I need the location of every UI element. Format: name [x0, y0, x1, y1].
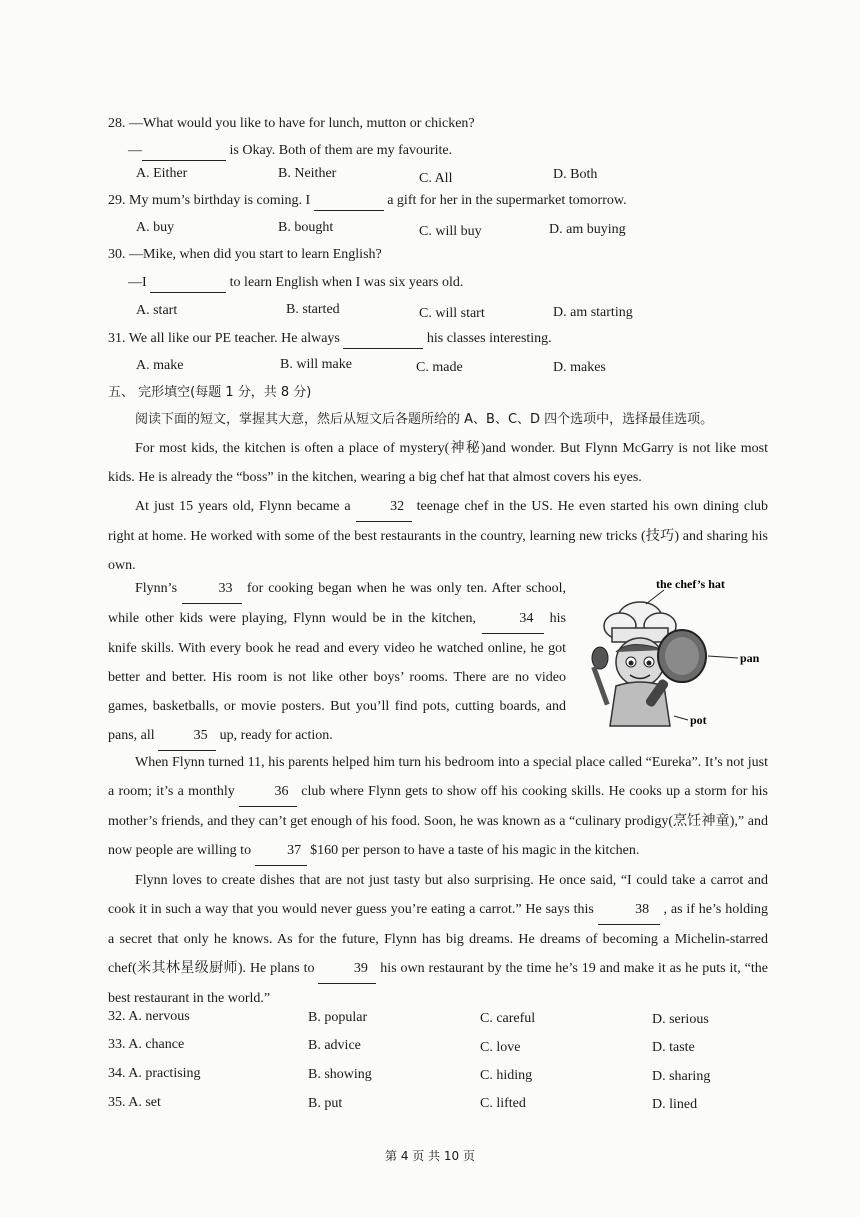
answer-34-b: B. showing — [308, 1067, 372, 1082]
p4-text-b: club where Flynn gets to show off his cooking skills. He cooks up a storm for his mother’s friends, and they can’t get enough of his food. Soon, he was known as a “culinary prodigy(烹饪神童),” and now people are willing to — [108, 784, 769, 858]
p3-text-a: Flynn’s — [135, 581, 182, 596]
answer-35-d: D. lined — [652, 1097, 698, 1112]
q29-stem — [108, 192, 627, 211]
blank-39: 39 — [318, 954, 376, 984]
q31-option-a: A. make — [136, 358, 184, 373]
q28-option-d: D. Both — [553, 167, 598, 182]
answer-32-a: 32. A. nervous — [108, 1009, 190, 1024]
p3-text-d: up, ready for action. — [216, 728, 333, 743]
page-footer: 第 4 页 共 10 页 — [385, 1149, 475, 1163]
q29-option-d: D. am buying — [549, 222, 626, 237]
blank-33: 33 — [182, 574, 242, 604]
q30-blank — [150, 274, 226, 293]
q29-option-b: B. bought — [278, 220, 334, 235]
answer-32-b: B. popular — [308, 1010, 368, 1025]
chef-illustration — [590, 576, 770, 736]
answer-32-c: C. careful — [480, 1011, 536, 1026]
answer-35-b: B. put — [308, 1096, 343, 1111]
q30-option-a: A. start — [136, 303, 178, 318]
q30-stem: 30. —Mike, when did you start to learn English? — [108, 247, 382, 262]
answer-34-d: D. sharing — [652, 1069, 711, 1084]
passage-top — [108, 434, 768, 580]
passage-paragraph-3 — [108, 574, 566, 751]
answer-33-c: C. love — [480, 1040, 521, 1055]
p3-text-b: for cooking began when he was only ten. After school, while other kids were playing, Flynn would be in the kitchen, — [108, 581, 566, 626]
blank-34: 34 — [482, 604, 544, 634]
section-heading: 五、 完形填空(每题 1 分，共 8 分) — [108, 385, 312, 400]
q28-line2 — [128, 142, 452, 161]
label-chefs-hat: the chef’s hat — [656, 577, 725, 591]
q31-option-d: D. makes — [553, 360, 606, 375]
answer-35-a: 35. A. set — [108, 1095, 161, 1110]
q31-stem — [108, 330, 552, 349]
q29-option-c: C. will buy — [419, 224, 482, 239]
q29-stem-post: a gift for her in the supermarket tomorrow. — [383, 193, 627, 208]
p5-text-b: , as if he’s holding a secret that only he knows. As for the future, Flynn has big dreams. He dreams of becoming a Michelin-starred chef(米其林星级厨师). He plans to — [108, 902, 768, 976]
q29-stem-pre: 29. My mum’s birthday is coming. I — [108, 193, 314, 208]
q28-blank — [142, 142, 226, 161]
q28-option-a: A. Either — [136, 166, 188, 181]
q29-blank — [314, 192, 384, 211]
q28-stem: 28. —What would you like to have for lunch, mutton or chicken? — [108, 116, 475, 131]
p5-text-a: Flynn loves to create dishes that are not just tasty but also surprising. He once said, “I could take a carrot and cook it in such a way that you would never guess you’re eating a carrot.” He says this — [108, 873, 768, 917]
p3-text-c: his knife skills. With every book he read and every video he watched online, he got better and better. His room is not like other boys’ rooms. There are no video games, basketballs, or movie posters. But you’ll find pots, cutting boards, and pans, all — [108, 611, 566, 743]
section-instruction: 阅读下面的短文，掌握其大意，然后从短文后各题所给的 A、B、C、D 四个选项中，选择最佳选项。 — [135, 412, 714, 427]
q29-option-a: A. buy — [136, 220, 175, 235]
p2-text-a: At just 15 years old, Flynn became a — [135, 499, 356, 514]
p5-text-c: his own restaurant by the time he’s 19 and make it as he puts it, “the best restaurant in the world.” — [108, 961, 768, 1006]
passage-paragraph-2 — [108, 492, 768, 580]
q31-blank — [343, 330, 423, 349]
q31-stem-post: his classes interesting. — [423, 331, 552, 346]
answer-32-d: D. serious — [652, 1012, 709, 1027]
passage-paragraph-5 — [108, 866, 768, 1013]
q30-line2 — [128, 274, 463, 293]
passage-paragraph-4 — [108, 748, 768, 866]
blank-36: 36 — [239, 777, 297, 807]
p2-text-b: teenage chef in the US. He even started his own dining club right at home. He worked with some of the best restaurants in the country, learning new tricks (技巧) and sharing his own. — [108, 499, 768, 573]
passage-bottom — [108, 748, 768, 1013]
label-pan: pan — [740, 651, 760, 665]
answer-34-c: C. hiding — [480, 1068, 533, 1083]
q28-dash: — — [128, 143, 142, 158]
p4-text-c: $160 per person to have a taste of his magic in the kitchen. — [306, 843, 640, 858]
q30-option-c: C. will start — [419, 306, 485, 321]
q28-line2-text: is Okay. Both of them are my favourite. — [226, 143, 453, 158]
q30-option-d: D. am starting — [553, 305, 633, 320]
blank-37: 37 — [255, 836, 307, 866]
answer-33-a: 33. A. chance — [108, 1037, 185, 1052]
answer-34-a: 34. A. practising — [108, 1066, 201, 1081]
answer-33-b: B. advice — [308, 1038, 361, 1053]
label-pot: pot — [690, 713, 707, 727]
answer-33-d: D. taste — [652, 1040, 695, 1055]
q30-dash: —I — [128, 275, 151, 290]
blank-38: 38 — [598, 895, 660, 925]
chef-boy-drawing — [590, 576, 770, 736]
blank-32: 32 — [356, 492, 412, 522]
q30-line2-text: to learn English when I was six years old. — [226, 275, 464, 290]
passage-paragraph-1: For most kids, the kitchen is often a place of mystery(神秘)and wonder. But Flynn McGarry is not like most kids. He is already the “boss” in the kitchen, wearing a big chef hat that almost covers his eyes. — [108, 441, 768, 485]
p4-text-a: When Flynn turned 11, his parents helped him turn his bedroom into a special place called “Eureka”. It’s not just a room; it’s a monthly — [108, 755, 768, 799]
q28-option-b: B. Neither — [278, 166, 337, 181]
q28-option-c: C. All — [419, 171, 453, 186]
q31-option-b: B. will make — [280, 357, 352, 372]
blank-35: 35 — [158, 721, 216, 751]
q31-stem-pre: 31. We all like our PE teacher. He always — [108, 331, 344, 346]
answer-35-c: C. lifted — [480, 1096, 526, 1111]
q30-option-b: B. started — [286, 302, 340, 317]
q31-option-c: C. made — [416, 360, 463, 375]
